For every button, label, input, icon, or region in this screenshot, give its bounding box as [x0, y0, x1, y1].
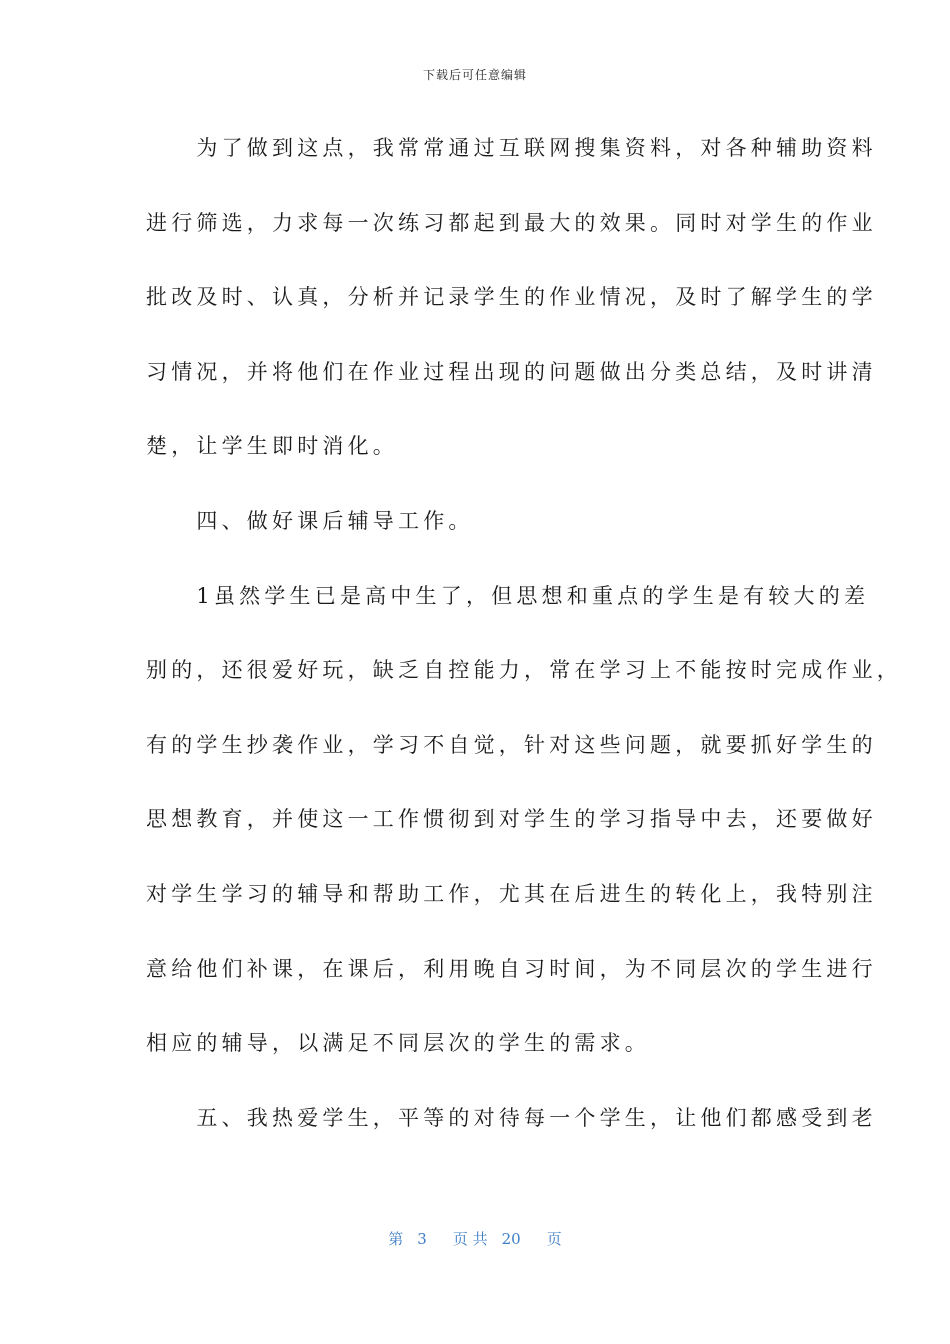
- text-line: 五、我热爱学生，平等的对待每一个学生，让他们都感受到老: [146, 1105, 877, 1130]
- footer-prefix: 第: [388, 1230, 404, 1248]
- text-line: 为了做到这点，我常常通过互联网搜集资料，对各种辅助资料: [146, 136, 877, 160]
- footer-middle: 页 共: [452, 1230, 488, 1248]
- current-page-number: 3: [417, 1230, 427, 1248]
- text-line: 批改及时、认真，分析并记录学生的作业情况，及时了解学生的学: [146, 285, 877, 310]
- text-line: 意给他们补课，在课后，利用晚自习时间，为不同层次的学生进行: [146, 956, 877, 981]
- text-line: 有的学生抄袭作业，学习不自觉，针对这些问题，就要抓好学生的: [146, 732, 877, 757]
- text-line: 别的，还很爱好玩，缺乏自控能力，常在学习上不能按时完成作业，: [146, 658, 902, 683]
- text-line: 相应的辅导，以满足不同层次的学生的需求。: [146, 1031, 650, 1056]
- text-line: 1虽然学生已是高中生了，但思想和重点的学生是有较大的差: [146, 583, 870, 608]
- section-heading: 四、做好课后辅导工作。: [146, 508, 474, 533]
- text-line: 思想教育，并使这一工作惯彻到对学生的学习指导中去，还要做好: [146, 807, 877, 832]
- text-line: 习情况，并将他们在作业过程出现的问题做出分类总结，及时讲清: [146, 359, 877, 384]
- text-line: 对学生学习的辅导和帮助工作，尤其在后进生的转化上，我特别注: [146, 881, 877, 906]
- page-header: 下载后可任意编辑: [422, 68, 527, 82]
- total-pages-number: 20: [501, 1230, 521, 1248]
- text-line: 进行筛选，力求每一次练习都起到最大的效果。同时对学生的作业: [146, 210, 877, 235]
- document-body: [146, 128, 902, 1172]
- page-footer: [0, 1228, 950, 1250]
- footer-suffix: 页: [546, 1230, 562, 1248]
- text-line: 楚，让学生即时消化。: [146, 434, 398, 459]
